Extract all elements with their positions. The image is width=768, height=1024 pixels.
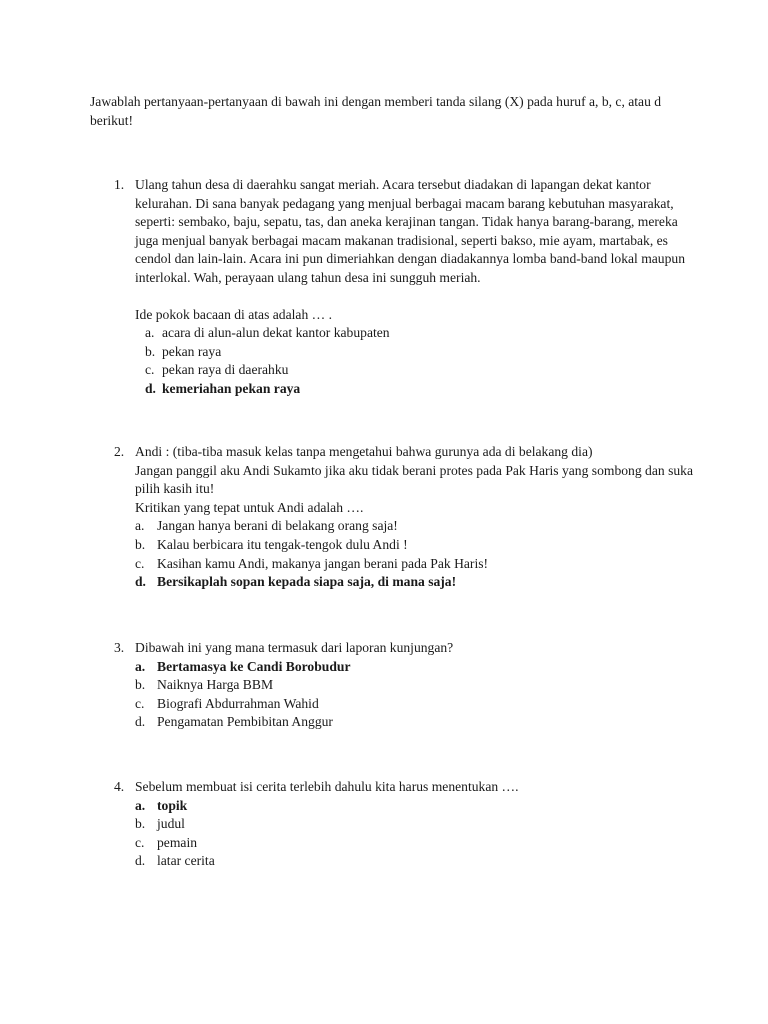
answer-options	[135, 517, 694, 591]
dialogue-line: Jangan panggil aku Andi Sukamto jika aku tidak berani protes pada Pak Haris yang sombong dan suka pilih kasih itu!	[135, 462, 693, 497]
question-number: 1.	[114, 177, 125, 192]
question-prompt: Kritikan yang tepat untuk Andi adalah ….	[135, 499, 364, 515]
question-3	[114, 639, 694, 732]
option-text: Kalau berbicara itu tengak-tengok dulu Andi !	[157, 536, 408, 552]
option-text: topik	[157, 797, 188, 813]
option-text: acara di alun-alun dekat kantor kabupaten	[162, 325, 390, 341]
option-text: pekan raya	[162, 343, 222, 359]
option-d[interactable]	[135, 713, 694, 732]
option-letter: a.	[145, 325, 155, 341]
option-letter: a.	[135, 518, 145, 534]
dialogue-line: Andi : (tiba-tiba masuk kelas tanpa mengetahui bahwa gurunya ada di belakang dia)	[135, 444, 593, 459]
option-c[interactable]	[135, 834, 694, 853]
option-text: kemeriahan pekan raya	[162, 380, 301, 396]
option-letter: d.	[135, 853, 146, 869]
question-prompt: Sebelum membuat isi cerita terlebih dahulu kita harus menentukan ….	[135, 779, 519, 794]
answer-options	[135, 797, 694, 871]
question-number: 4.	[114, 779, 125, 794]
option-letter: c.	[145, 362, 155, 378]
option-c[interactable]	[135, 695, 694, 714]
question-4	[114, 778, 694, 871]
option-text: Biografi Abdurrahman Wahid	[157, 695, 319, 711]
question-1	[114, 176, 694, 399]
question-number: 2.	[114, 444, 125, 459]
option-d[interactable]	[145, 380, 694, 399]
option-text: latar cerita	[157, 853, 215, 869]
option-letter: d.	[145, 380, 156, 396]
option-b[interactable]	[135, 815, 694, 834]
answer-options	[135, 324, 694, 398]
option-letter: b.	[135, 816, 146, 832]
option-letter: a.	[135, 797, 146, 813]
question-2	[114, 443, 694, 592]
option-letter: b.	[135, 536, 146, 552]
instruction-text: Jawablah pertanyaan-pertanyaan di bawah ini dengan memberi tanda silang (X) pada huruf a, b, c, atau d berikut!	[90, 94, 662, 128]
option-text: Kasihan kamu Andi, makanya jangan berani pada Pak Haris!	[157, 555, 489, 571]
option-text: pemain	[157, 834, 198, 850]
option-text: Jangan hanya berani di belakang orang saja!	[157, 518, 398, 534]
answer-options	[135, 658, 694, 732]
option-b[interactable]	[145, 343, 694, 362]
reading-passage: Ulang tahun desa di daerahku sangat meriah. Acara tersebut diadakan di lapangan dekat kantor kelurahan. Di sana banyak pedagang yang menjual berbagai macam barang kebutuhan masyarakat, seperti: sembako, baju, sepatu, tas, dan aneka kerajinan tangan. Tidak hanya barang-barang, mereka juga menjual banyak berbagai macam makanan tradisional, seperti bakso, mie ayam, martabak, es cendol dan lain-lain. Acara ini pun dimeriahkan dengan diadakannya lomba band-band lokal maupun interlokal. Wah, perayaan ulang tahun desa ini sungguh meriah.	[135, 177, 685, 285]
option-a[interactable]	[145, 324, 694, 343]
option-b[interactable]	[135, 536, 694, 555]
option-text: Bersikaplah sopan kepada siapa saja, di mana saja!	[157, 574, 457, 590]
option-c[interactable]	[145, 361, 694, 380]
option-a[interactable]	[135, 797, 694, 816]
option-letter: a.	[135, 658, 146, 674]
option-letter: d.	[135, 714, 146, 730]
option-text: Naiknya Harga BBM	[157, 677, 274, 693]
option-text: Pengamatan Pembibitan Anggur	[157, 714, 333, 730]
question-number: 3.	[114, 640, 125, 655]
question-prompt: Ide pokok bacaan di atas adalah … .	[135, 306, 333, 322]
option-letter: c.	[135, 695, 145, 711]
option-b[interactable]	[135, 676, 694, 695]
option-letter: c.	[135, 555, 145, 571]
option-a[interactable]	[135, 658, 694, 677]
option-d[interactable]	[135, 852, 694, 871]
question-prompt: Dibawah ini yang mana termasuk dari laporan kunjungan?	[135, 640, 454, 655]
option-c[interactable]	[135, 555, 694, 574]
option-d[interactable]	[135, 573, 694, 592]
option-letter: c.	[135, 834, 145, 850]
option-letter: d.	[135, 574, 146, 590]
option-a[interactable]	[135, 517, 694, 536]
option-text: judul	[157, 816, 185, 832]
option-text: Bertamasya ke Candi Borobudur	[157, 658, 351, 674]
option-letter: b.	[135, 677, 146, 693]
option-letter: b.	[145, 343, 156, 359]
option-text: pekan raya di daerahku	[162, 362, 289, 378]
